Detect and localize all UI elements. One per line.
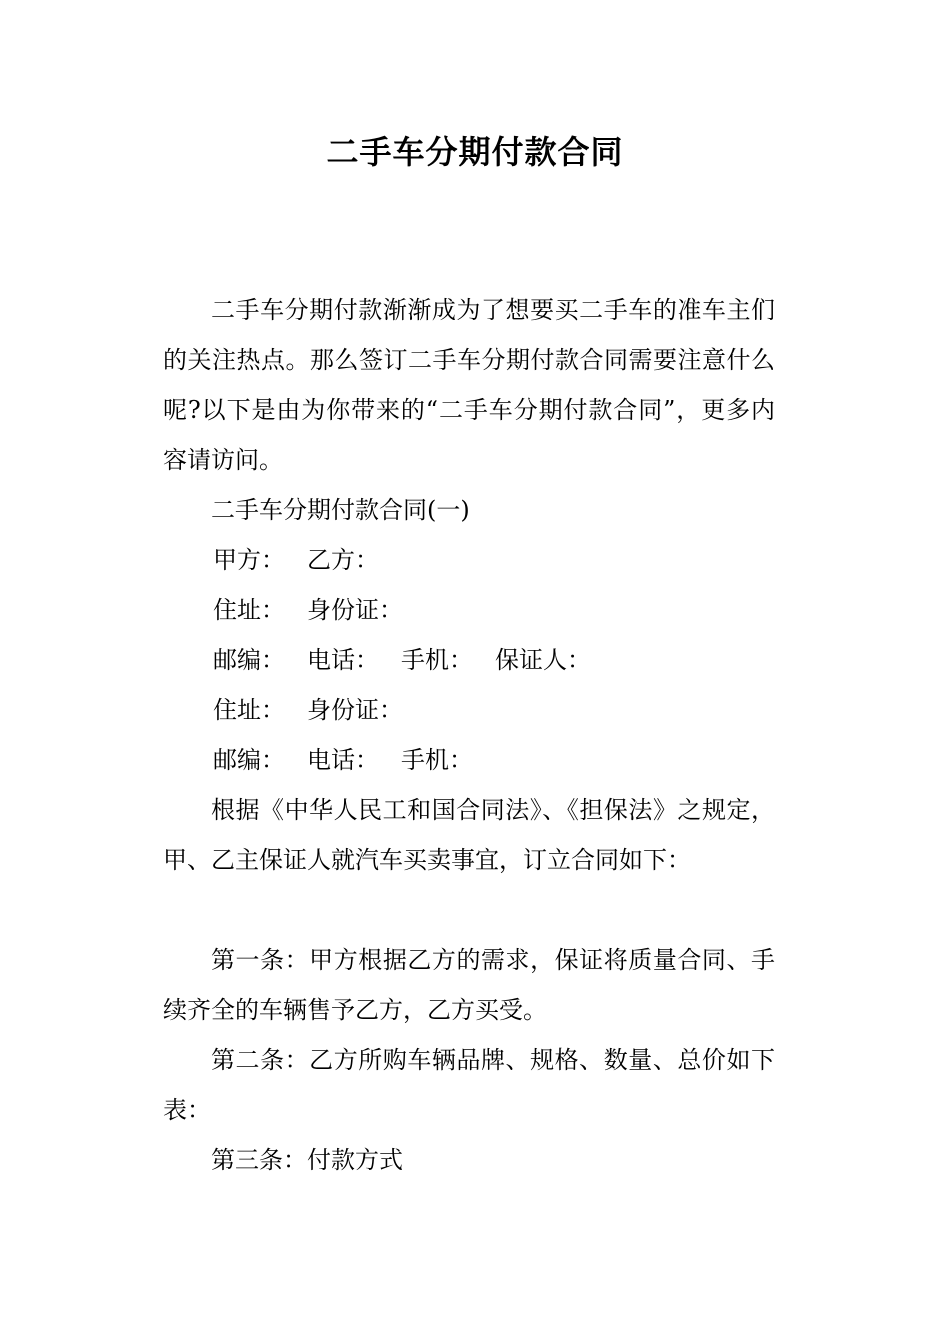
guarantor-label: 保证人：	[495, 646, 591, 674]
intro-paragraph: 二手车分期付款渐渐成为了想要买二手车的准车主们的关注热点。那么签订二手车分期付款合同需要注意什么呢?以下是由为你带来的“二手车分期付款合同”，更多内容请访问。	[163, 296, 775, 474]
mobile-label: 手机：	[401, 646, 473, 674]
contact-guarantor-row	[163, 635, 775, 685]
party-b-label: 乙方：	[307, 546, 379, 574]
legal-basis-paragraph: 根据《中华人民工和国合同法》、《担保法》之规定，甲、乙主保证人就汽车买卖事宜，订立合同如下：	[163, 796, 775, 874]
address-label: 住址：	[213, 596, 285, 624]
article-2: 第二条：乙方所购车辆品牌、规格、数量、总价如下表：	[163, 1046, 775, 1124]
guarantor-id-card-label: 身份证：	[307, 696, 403, 724]
party-a-label: 甲方：	[213, 546, 285, 574]
address-id-row	[163, 585, 775, 635]
document-title: 二手车分期付款合同	[326, 133, 624, 171]
id-card-label: 身份证：	[307, 596, 403, 624]
document-body	[163, 285, 775, 1185]
article-3: 第三条：付款方式	[211, 1146, 403, 1174]
guarantor-postcode-label: 邮编：	[213, 746, 285, 774]
party-row	[163, 535, 775, 585]
guarantor-address-id-row	[163, 685, 775, 735]
article-1: 第一条：甲方根据乙方的需求，保证将质量合同、手续齐全的车辆售予乙方，乙方买受。	[163, 946, 775, 1024]
guarantor-mobile-label: 手机：	[401, 746, 473, 774]
guarantor-contact-row	[163, 735, 775, 785]
postcode-label: 邮编：	[213, 646, 285, 674]
phone-label: 电话：	[307, 646, 379, 674]
guarantor-phone-label: 电话：	[307, 746, 379, 774]
section-heading: 二手车分期付款合同(一)	[211, 496, 470, 524]
guarantor-address-label: 住址：	[213, 696, 285, 724]
